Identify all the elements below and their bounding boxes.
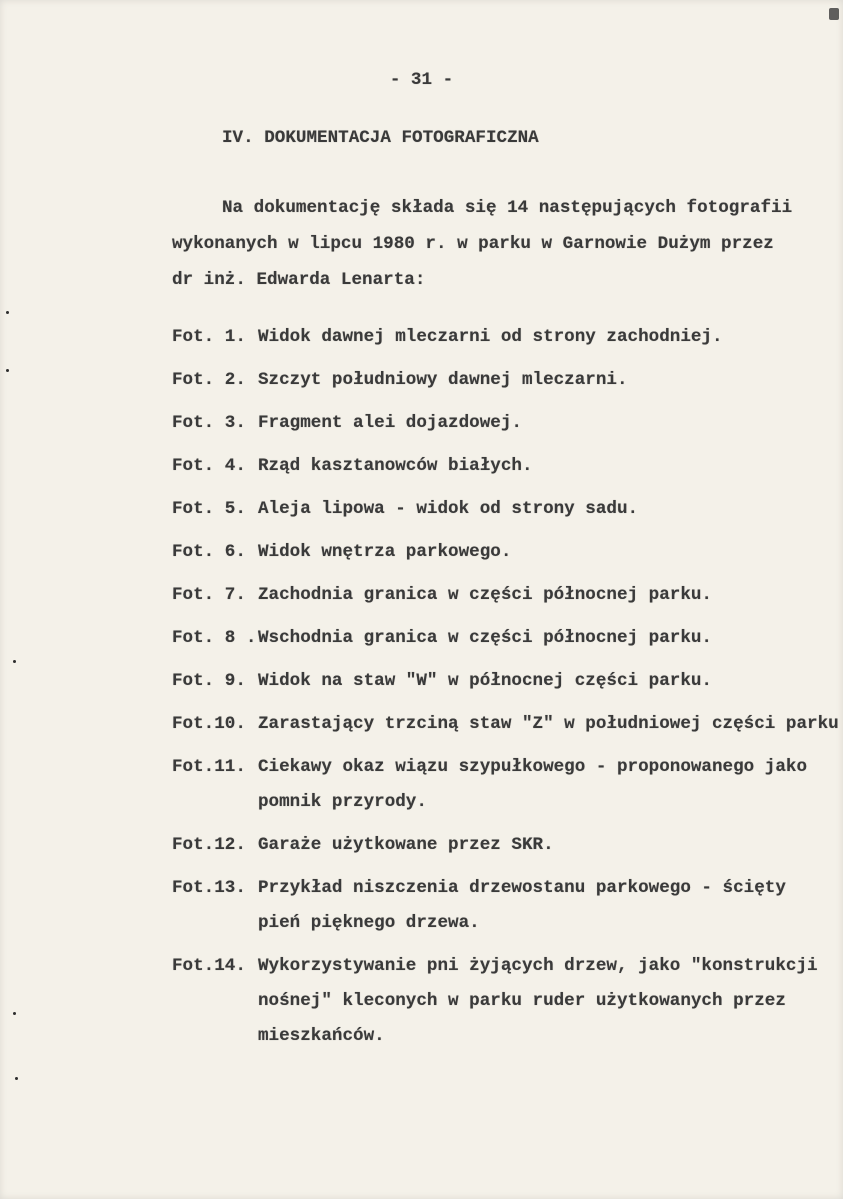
- photo-caption: [258, 707, 839, 742]
- caption-line: Aleja lipowa - widok od strony sadu.: [258, 499, 639, 519]
- photo-number: Fot. 2.: [172, 370, 246, 390]
- intro-line: wykonanych w lipcu 1980 r. w parku w Garnowie Dużym przez: [172, 234, 774, 254]
- photo-number: Fot. 5.: [172, 499, 246, 519]
- caption-line: Zarastający trzciną staw "Z" w południowej części parku: [258, 714, 839, 734]
- photo-number: Fot.11.: [172, 757, 246, 777]
- photo-entry: [172, 664, 843, 699]
- photo-number: Fot. 7.: [172, 585, 246, 605]
- caption-line: Garaże użytkowane przez SKR.: [258, 835, 554, 855]
- photo-number: Fot. 9.: [172, 671, 246, 691]
- caption-line: Rząd kasztanowców białych.: [258, 456, 533, 476]
- photo-number: Fot. 3.: [172, 413, 246, 433]
- caption-line: Ciekawy okaz wiązu szypułkowego - proponowanego jako: [258, 757, 808, 777]
- photo-caption: [258, 578, 712, 613]
- photo-caption: [258, 363, 628, 398]
- photo-number: Fot.14.: [172, 956, 246, 976]
- intro-line: dr inż. Edwarda Lenarta:: [172, 270, 426, 290]
- caption-line: Zachodnia granica w części północnej parku.: [258, 585, 712, 605]
- photo-caption: [258, 871, 786, 941]
- photo-list: [172, 320, 843, 1062]
- caption-line: Wykorzystywanie pni żyjących drzew, jako "konstrukcji: [258, 956, 818, 976]
- scan-speck: [6, 311, 9, 314]
- scan-corner-mark: [829, 8, 839, 20]
- photo-entry: [172, 320, 843, 355]
- photo-entry: [172, 750, 843, 820]
- caption-line: pień pięknego drzewa.: [258, 913, 480, 933]
- caption-line: Fragment alei dojazdowej.: [258, 413, 522, 433]
- caption-line: pomnik przyrody.: [258, 792, 427, 812]
- photo-entry: [172, 949, 843, 1054]
- intro-paragraph: [172, 190, 843, 298]
- photo-entry: [172, 535, 843, 570]
- photo-entry: [172, 578, 843, 613]
- scan-speck: [13, 1012, 16, 1015]
- photo-entry: [172, 707, 843, 742]
- photo-entry: [172, 406, 843, 441]
- photo-entry: [172, 621, 843, 656]
- intro-line: Na dokumentację składa się 14 następujących fotografii: [222, 198, 793, 218]
- caption-line: Widok na staw "W" w północnej części parku.: [258, 671, 712, 691]
- scan-speck: [13, 660, 16, 663]
- photo-caption: [258, 949, 818, 1054]
- page-number: - 31 -: [389, 70, 454, 90]
- photo-entry: [172, 871, 843, 941]
- photo-number: Fot. 8 .: [172, 628, 257, 648]
- photo-caption: [258, 449, 533, 484]
- caption-line: mieszkańców.: [258, 1026, 385, 1046]
- photo-caption: [258, 664, 712, 699]
- photo-caption: [258, 621, 712, 656]
- photo-entry: [172, 828, 843, 863]
- photo-entry: [172, 363, 843, 398]
- photo-caption: [258, 535, 511, 570]
- scan-speck: [6, 369, 9, 372]
- caption-line: Przykład niszczenia drzewostanu parkowego - ścięty: [258, 878, 786, 898]
- photo-number: Fot. 4.: [172, 456, 246, 476]
- caption-line: Widok wnętrza parkowego.: [258, 542, 512, 562]
- photo-number: Fot. 1.: [172, 327, 246, 347]
- photo-number: Fot.10.: [172, 714, 246, 734]
- caption-line: Wschodnia granica w części północnej parku.: [258, 628, 712, 648]
- photo-number: Fot.13.: [172, 878, 246, 898]
- section-heading: IV. DOKUMENTACJA FOTOGRAFICZNA: [222, 128, 539, 148]
- photo-caption: [258, 320, 723, 355]
- photo-entry: [172, 492, 843, 527]
- photo-caption: [258, 828, 554, 863]
- photo-caption: [258, 750, 807, 820]
- caption-line: nośnej" kleconych w parku ruder użytkowanych przez: [258, 991, 786, 1011]
- photo-entry: [172, 449, 843, 484]
- photo-caption: [258, 492, 638, 527]
- caption-line: Szczyt południowy dawnej mleczarni.: [258, 370, 628, 390]
- photo-caption: [258, 406, 522, 441]
- photo-number: Fot.12.: [172, 835, 246, 855]
- scan-speck: [15, 1077, 18, 1080]
- caption-line: Widok dawnej mleczarni od strony zachodniej.: [258, 327, 723, 347]
- photo-number: Fot. 6.: [172, 542, 246, 562]
